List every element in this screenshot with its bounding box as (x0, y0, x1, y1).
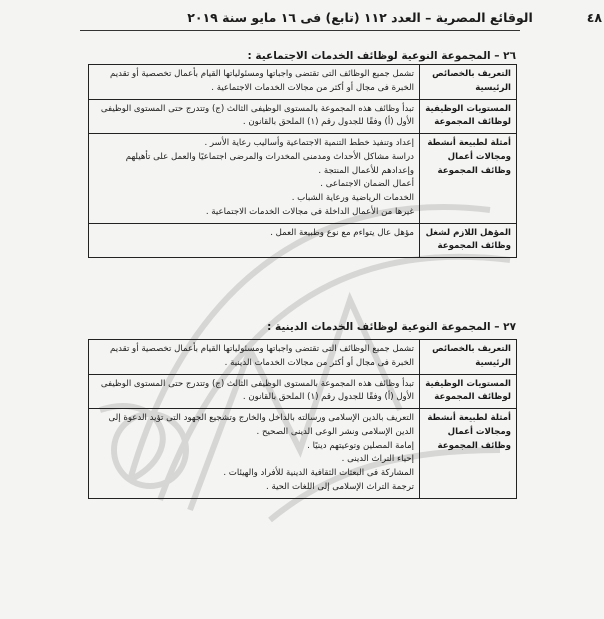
row-label: المستويات الوظيفية لوظائف المجموعة (420, 374, 517, 409)
social-services-table (88, 64, 517, 258)
row-text: تشمل جميع الوظائف التى تقتضى واجباتها ومسئولياتها القيام بأعمال تخصصية أو تقديم الخبرة فى مجال أو أكثر من مجالات الخدمات الدينية . (89, 340, 420, 375)
religious-services-table (88, 339, 517, 499)
row-label: أمثلة لطبيعة أنشطة ومجالات أعمال وظائف المجموعة (420, 134, 517, 224)
table-row (89, 65, 517, 100)
table-row (89, 340, 517, 375)
list-item: الخدمات الرياضية ورعاية الشباب . (291, 193, 414, 203)
row-label: أمثلة لطبيعة أنشطة ومجالات أعمال وظائف المجموعة (420, 409, 517, 499)
section-title-social: ٢٦ – المجموعة النوعية لوظائف الخدمات الاجتماعية : (247, 50, 516, 62)
list-item: المشاركة فى البعثات الثقافية الدينية للأفراد والهيئات . (223, 468, 414, 478)
list-item: أعمال الضمان الاجتماعى . (320, 179, 414, 190)
list-item: دراسة مشاكل الأحداث ومدمنى المخدرات والمرضى اجتماعيًا والعمل على تأهيلهم وإعدادهم للأعمال المنتجة . (125, 151, 414, 176)
row-text: تبدأ وظائف هذه المجموعة بالمستوى الوظيفى الثالث (ج) وتتدرج حتى المستوى الوظيفى الأول (أ) وفقًا للجدول رقم (١) الملحق بالقانون . (89, 99, 420, 134)
list-item: غيرها من الأعمال الداخلة فى مجالات الخدمات الاجتماعية . (205, 206, 414, 217)
row-text: مؤهل عال يتواءم مع نوع وطبيعة العمل . (89, 223, 420, 258)
row-label: التعريف بالخصائص الرئيسية (420, 65, 517, 100)
row-items (89, 134, 420, 224)
row-label: المستويات الوظيفية لوظائف المجموعة (420, 99, 517, 134)
table-row (89, 134, 517, 224)
list-item: ترجمة التراث الإسلامى إلى اللغات الحية . (266, 481, 414, 492)
page-number: ٤٨ (586, 10, 602, 25)
list-item: التعريف بالدين الإسلامى ورسالته بالداخل والخارج وتشجيع الجهود التى تؤيد الدعوة إلى الدين الإسلامى ونشر الوعى الدينى الصحيح . (108, 413, 414, 437)
table-row (89, 374, 517, 409)
list-item: إمامة المصلين وتوعيتهم دينيًا . (307, 440, 414, 451)
section-title-religious: ٢٧ – المجموعة النوعية لوظائف الخدمات الدينية : (267, 321, 516, 333)
row-text: تشمل جميع الوظائف التى تقتضى واجباتها ومسئولياتها القيام بأعمال تخصصية أو تقديم الخبرة فى مجال أو أكثر من مجالات الخدمات الاجتماعية . (89, 65, 420, 100)
row-items (89, 409, 420, 499)
list-item: إعداد وتنفيذ خطط التنمية الاجتماعية وأساليب رعاية الأسر . (204, 138, 414, 148)
row-text: تبدأ وظائف هذه المجموعة بالمستوى الوظيفى الثالث (ج) وتتدرج حتى المستوى الوظيفى الأول (أ) وفقًا للجدول رقم (١) الملحق بالقانون . (89, 374, 420, 409)
row-label: التعريف بالخصائص الرئيسية (420, 340, 517, 375)
gazette-title: الوقائع المصرية – العدد ١١٢ (تابع) فى ١٦ مايو سنة ٢٠١٩ (187, 10, 533, 25)
table-row (89, 409, 517, 499)
page-header (150, 6, 600, 30)
table-row (89, 99, 517, 134)
table-row (89, 223, 517, 258)
header-rule (80, 30, 520, 31)
list-item: إحياء التراث الدينى . (341, 454, 414, 465)
row-label: المؤهل اللازم لشغل وظائف المجموعة (420, 223, 517, 258)
